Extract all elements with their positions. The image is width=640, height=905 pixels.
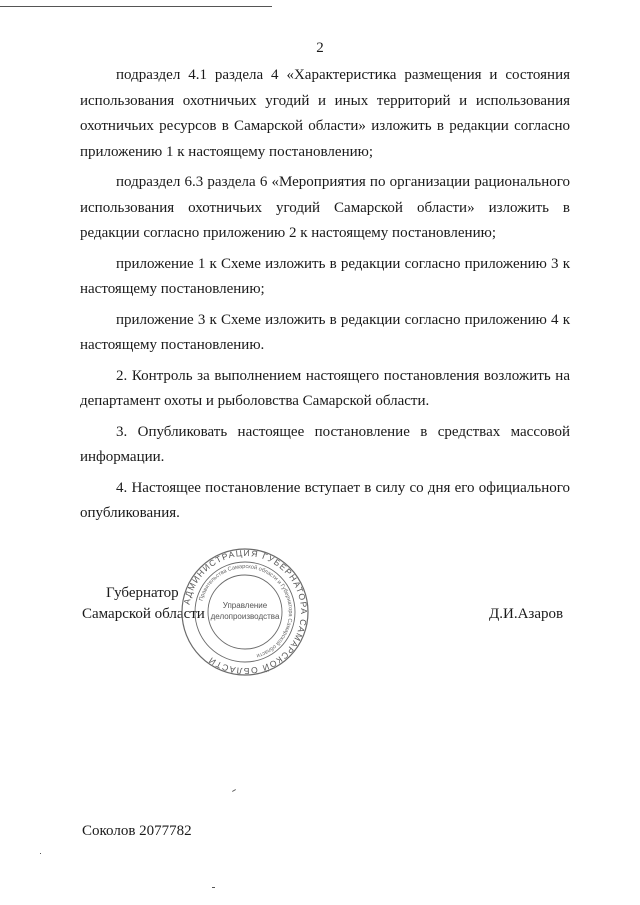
paragraph-subsection-6-3: подраздел 6.3 раздела 6 «Мероприятия по организации рационального использования охотничьих угодий Самарской области» изложить в редакции согласно приложению 2 к настоящему постановлению; bbox=[80, 174, 570, 241]
official-seal bbox=[180, 547, 310, 677]
page-number: 2 bbox=[316, 40, 324, 56]
paragraph-appendix-3: приложение 3 к Схеме изложить в редакции согласно приложению 4 к настоящему постановлению. bbox=[80, 311, 570, 353]
signatory-position-line2: Самарской области bbox=[82, 606, 205, 622]
paragraph-control: 2. Контроль за выполнением настоящего постановления возложить на департамент охоты и рыболовства Самарской области. bbox=[80, 367, 570, 409]
signature-block bbox=[0, 580, 640, 680]
paragraph-publish: 3. Опубликовать настоящее постановление в средствах массовой информации. bbox=[80, 423, 570, 465]
seal-center-line1: Управление bbox=[222, 601, 268, 610]
paragraph-subsection-4-1: подраздел 4.1 раздела 4 «Характеристика размещения и состояния использования охотничьих угодий и иных территорий и использования охотничьих ресурсов в Самарской области» изложить в редакции согласно приложению 1 к настоящему постановлению; bbox=[80, 67, 570, 160]
stray-scan-mark bbox=[232, 789, 236, 792]
paragraph-appendix-1: приложение 1 к Схеме изложить в редакции согласно приложению 3 к настоящему постановлению; bbox=[80, 255, 570, 297]
paragraph-effective: 4. Настоящее постановление вступает в силу со дня его официального опубликования. bbox=[80, 479, 570, 521]
seal-center-line2: делопроизводства bbox=[210, 612, 280, 621]
document-body bbox=[80, 63, 570, 532]
seal-inner-text: Правительства Самарской области и Губернатора Самарской области bbox=[198, 563, 294, 659]
stray-scan-mark bbox=[40, 853, 41, 854]
document-author: Соколов 2077782 bbox=[82, 823, 192, 839]
signatory-name: Д.И.Азаров bbox=[489, 606, 564, 622]
seal-outer-text: АДМИНИСТРАЦИЯ ГУБЕРНАТОРА САМАРСКОЙ ОБЛАСТИ bbox=[181, 547, 310, 677]
signatory-position-line1: Губернатор bbox=[106, 585, 179, 601]
stray-scan-mark bbox=[212, 887, 215, 888]
top-rule bbox=[0, 6, 272, 7]
